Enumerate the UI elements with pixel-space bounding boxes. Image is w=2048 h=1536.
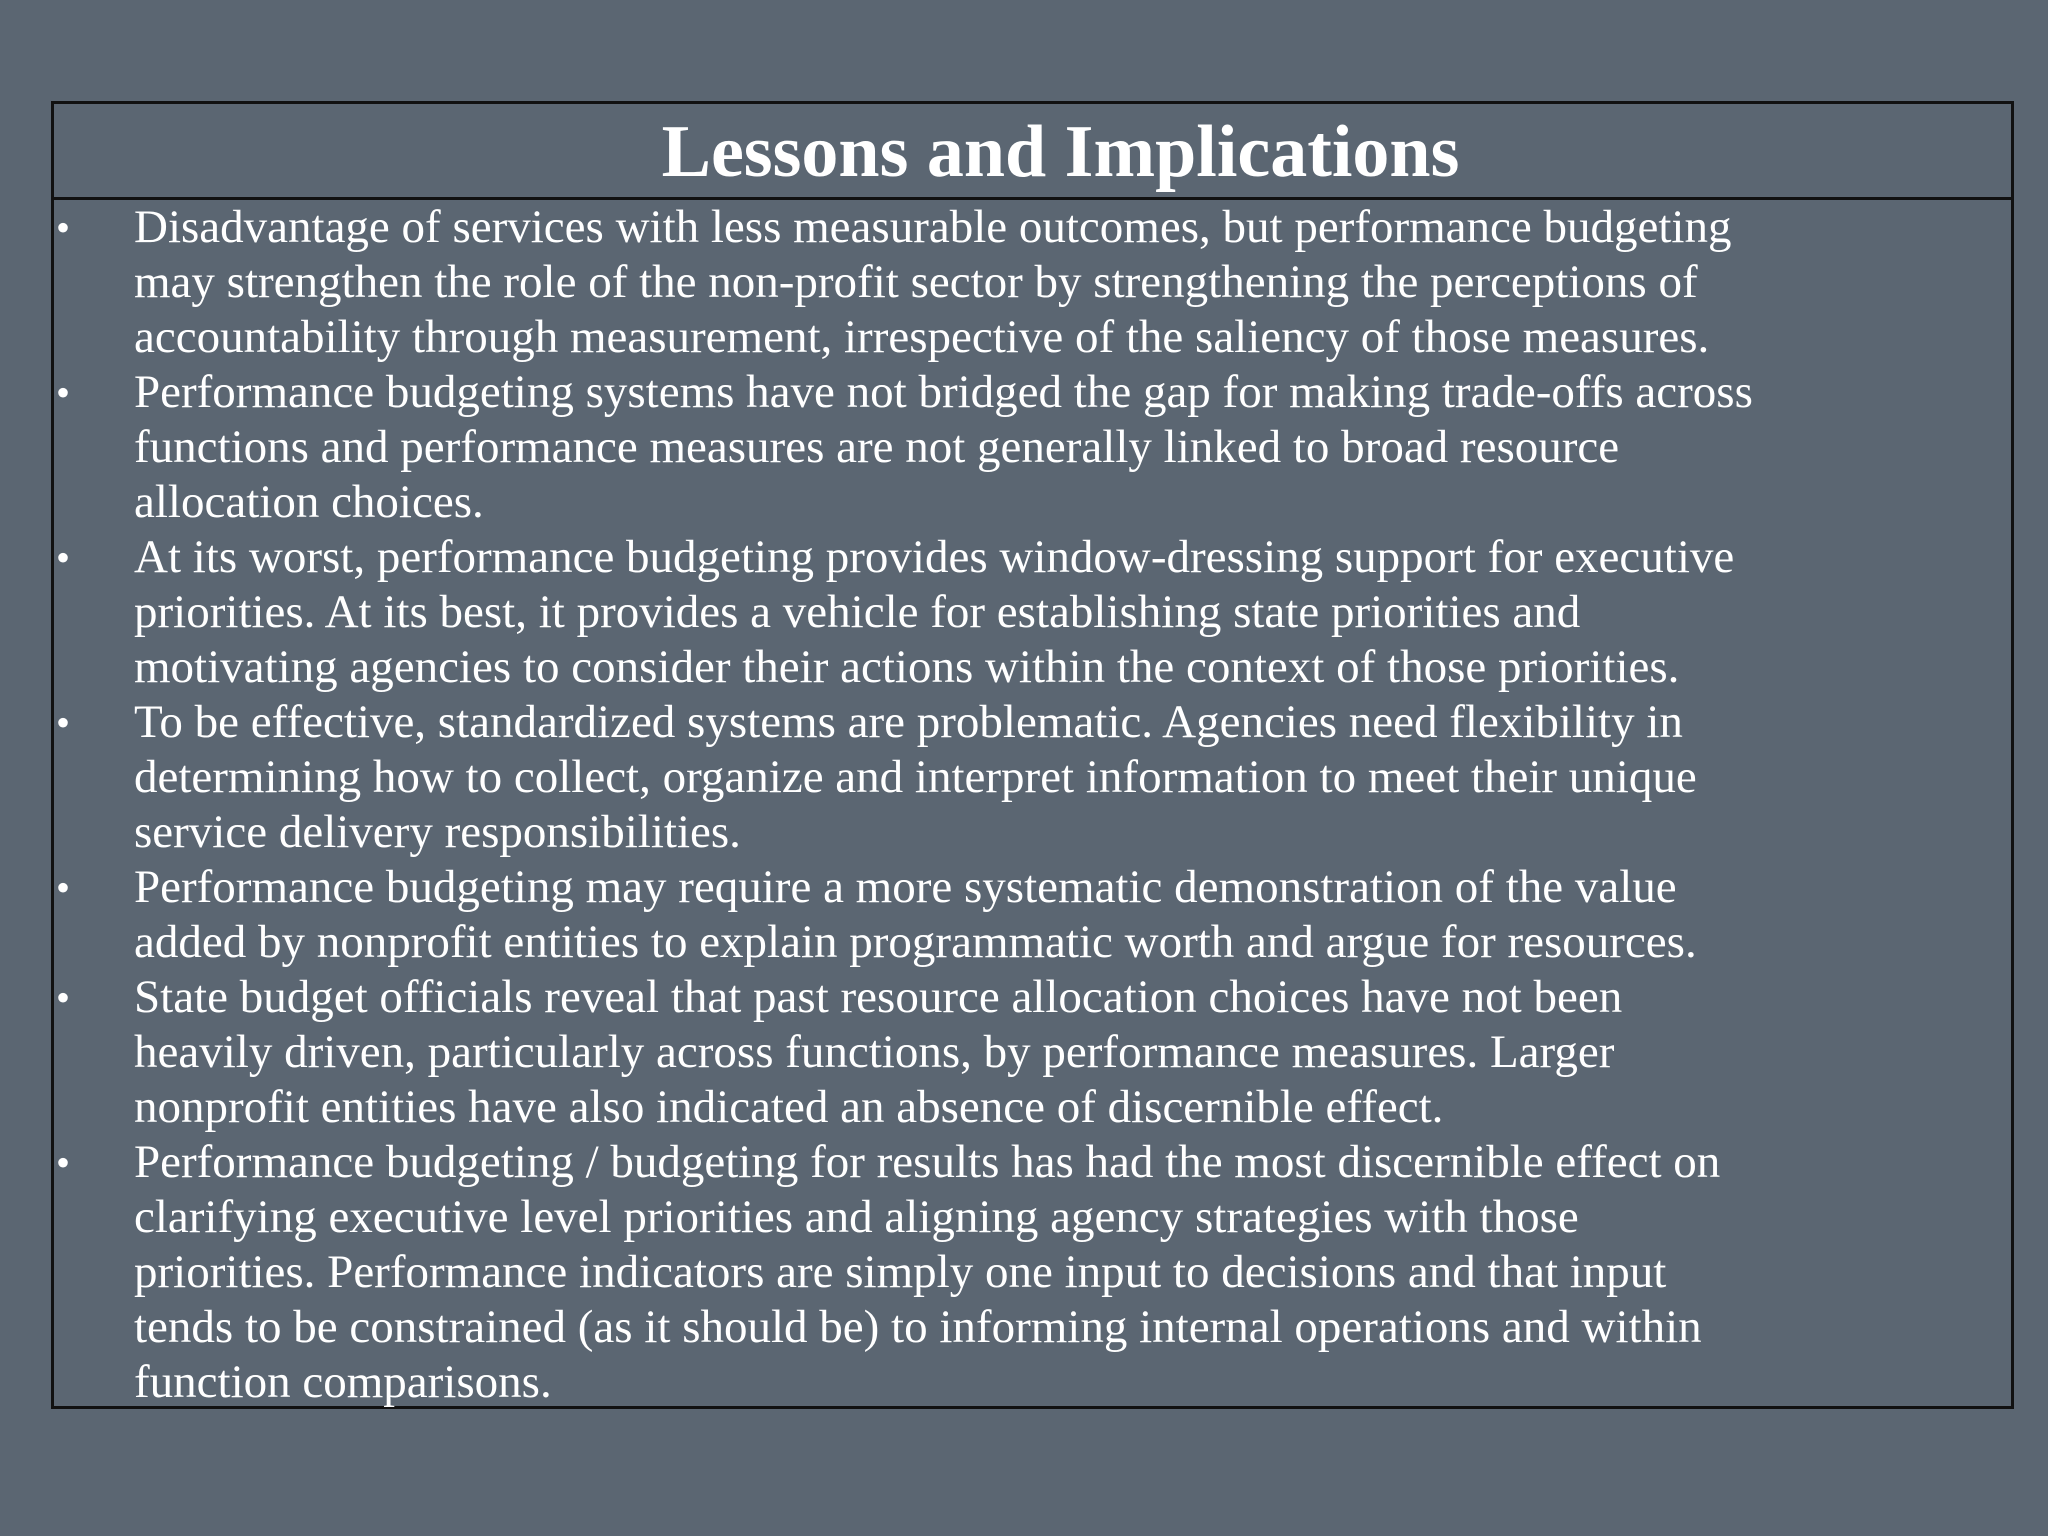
bullet-text-line: Performance budgeting / budgeting for results has had the most discernible effect on bbox=[134, 1136, 1721, 1188]
bullet-item bbox=[54, 695, 2011, 860]
bullet-text-line: tends to be constrained (as it should be) to informing internal operations and within bbox=[134, 1301, 1702, 1353]
bullet-marker: • bbox=[56, 370, 71, 415]
bullet-text-line: clarifying executive level priorities and aligning agency strategies with those bbox=[134, 1191, 1579, 1243]
bullet-text-line: may strengthen the role of the non-profit sector by strengthening the perceptions of bbox=[134, 256, 1698, 308]
bullet-marker: • bbox=[56, 205, 71, 250]
bullet-item bbox=[54, 860, 2011, 970]
bullet-marker: • bbox=[56, 865, 71, 910]
bullet-text-line: Performance budgeting systems have not bridged the gap for making trade-offs across bbox=[134, 366, 1753, 418]
bullet-marker: • bbox=[56, 535, 71, 580]
title-bar bbox=[54, 104, 2011, 200]
bullet-text-line: heavily driven, particularly across functions, by performance measures. Larger bbox=[134, 1026, 1615, 1078]
bullet-text-line: Performance budgeting may require a more systematic demonstration of the value bbox=[134, 861, 1677, 913]
slide-content-box bbox=[51, 101, 2014, 1409]
bullet-marker: • bbox=[56, 975, 71, 1020]
bullet-marker: • bbox=[56, 700, 71, 745]
bullet-item bbox=[54, 365, 2011, 530]
bullet-text-line: To be effective, standardized systems are problematic. Agencies need flexibility in bbox=[134, 696, 1683, 748]
bullet-text-line: functions and performance measures are not generally linked to broad resource bbox=[134, 421, 1620, 473]
bullet-text-line: nonprofit entities have also indicated an absence of discernible effect. bbox=[134, 1081, 1444, 1133]
bullet-text-line: service delivery responsibilities. bbox=[134, 806, 741, 858]
bullet-item bbox=[54, 970, 2011, 1135]
bullet-text-line: priorities. At its best, it provides a vehicle for establishing state priorities and bbox=[134, 586, 1581, 638]
bullet-item bbox=[54, 200, 2011, 365]
bullet-item bbox=[54, 1135, 2011, 1410]
bullet-text-line: priorities. Performance indicators are simply one input to decisions and that input bbox=[134, 1246, 1667, 1298]
bullet-text-line: At its worst, performance budgeting provides window-dressing support for executive bbox=[134, 531, 1735, 583]
bullet-text-line: motivating agencies to consider their actions within the context of those priorities. bbox=[134, 641, 1680, 693]
bullet-text-line: added by nonprofit entities to explain programmatic worth and argue for resources. bbox=[134, 916, 1697, 968]
bullet-text-line: determining how to collect, organize and interpret information to meet their unique bbox=[134, 751, 1697, 803]
bullet-marker: • bbox=[56, 1140, 71, 1185]
bullet-text-line: State budget officials reveal that past resource allocation choices have not been bbox=[134, 971, 1623, 1023]
bullet-text-line: function comparisons. bbox=[134, 1356, 552, 1408]
bullet-text-line: allocation choices. bbox=[134, 476, 484, 528]
slide-title: Lessons and Implications bbox=[661, 111, 1460, 193]
bullet-list bbox=[54, 200, 2011, 1410]
bullet-text-line: Disadvantage of services with less measurable outcomes, but performance budgeting bbox=[134, 201, 1732, 253]
bullet-text-line: accountability through measurement, irrespective of the saliency of those measures. bbox=[134, 311, 1710, 363]
bullet-item bbox=[54, 530, 2011, 695]
